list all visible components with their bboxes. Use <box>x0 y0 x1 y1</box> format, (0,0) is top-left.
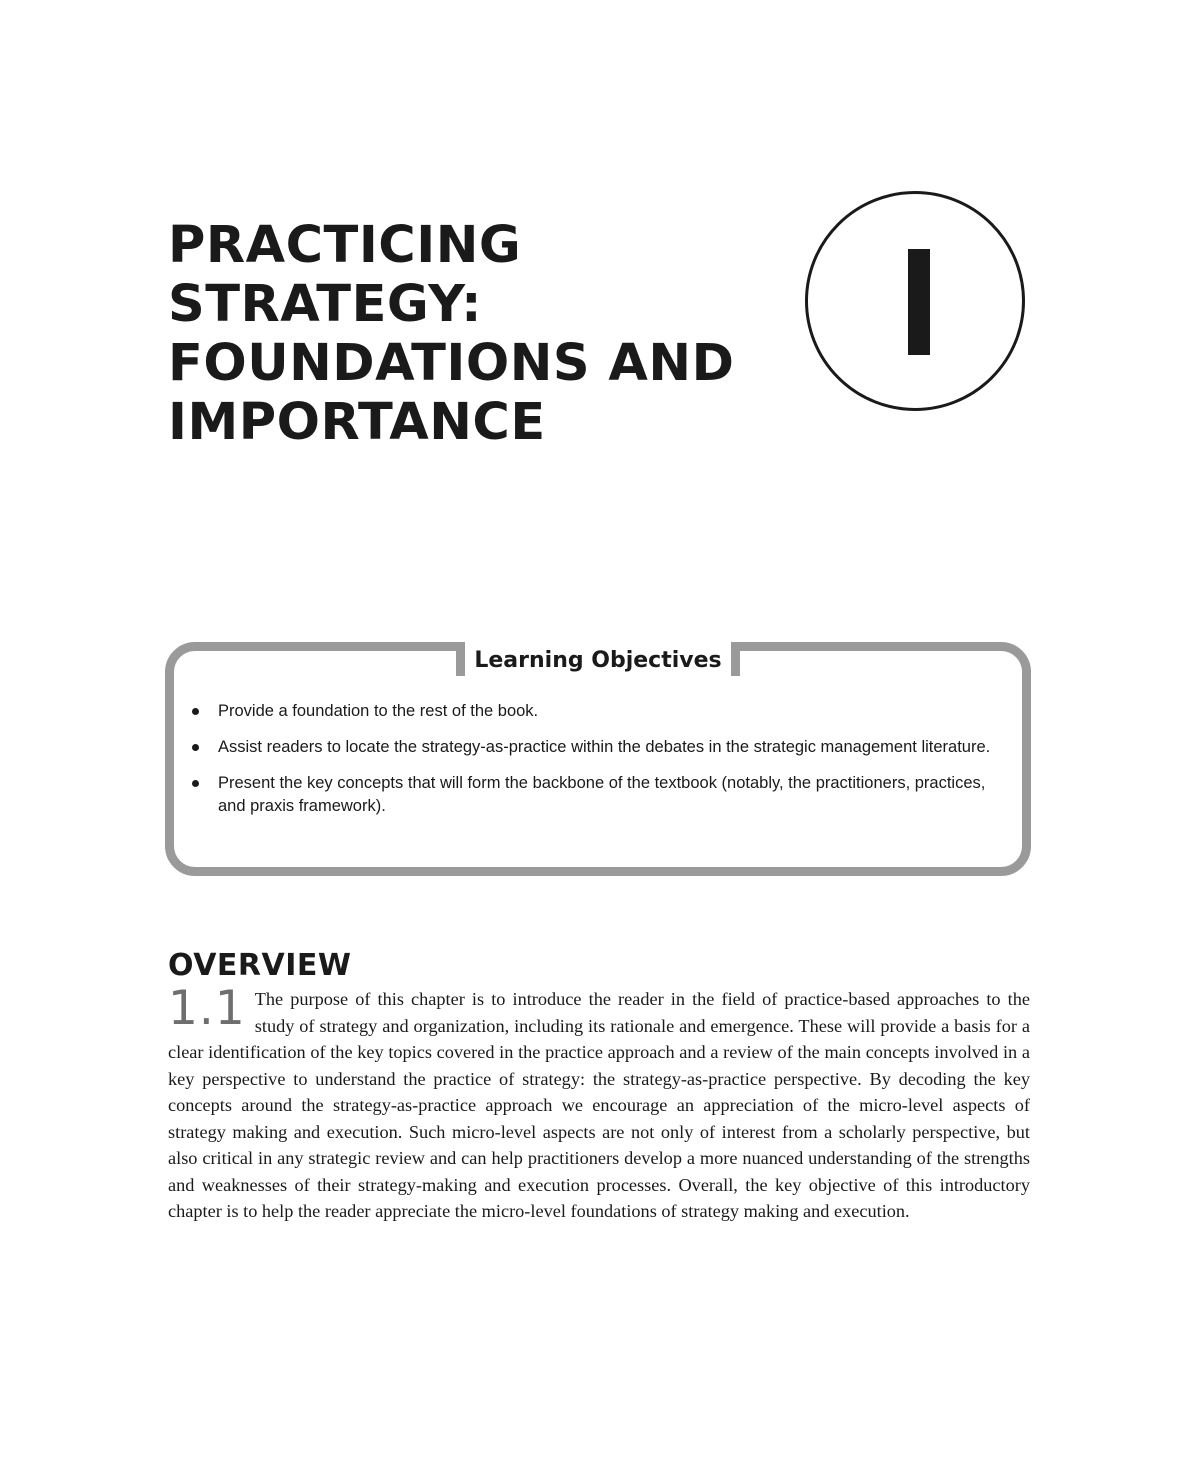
chapter-number-badge <box>805 191 1025 411</box>
bullet-icon <box>192 744 199 751</box>
chapter-title-line: STRATEGY: <box>168 275 483 335</box>
chapter-title-line: IMPORTANCE <box>168 393 546 453</box>
bullet-icon <box>192 780 199 787</box>
overview-paragraph <box>168 981 1030 1225</box>
paragraph-number: 1.1 <box>168 981 246 1036</box>
learning-objectives-list <box>190 700 1010 831</box>
objective-text: Provide a foundation to the rest of the book. <box>218 702 539 720</box>
objective-text: Present the key concepts that will form the backbone of the textbook (notably, the practitioners, practices, and praxis framework). <box>218 774 986 815</box>
chapter-title-line: PRACTICING <box>168 216 522 276</box>
objective-item <box>190 772 1010 818</box>
objective-item <box>190 700 1010 723</box>
chapter-title <box>168 216 788 452</box>
overview-heading: OVERVIEW <box>168 947 352 983</box>
objective-item <box>190 736 1010 759</box>
objective-text: Assist readers to locate the strategy-as-practice within the debates in the strategic management literature. <box>218 738 991 756</box>
chapter-title-line: FOUNDATIONS AND <box>168 334 735 394</box>
bullet-icon <box>192 708 199 715</box>
learning-objectives-title: Learning Objectives <box>474 648 722 673</box>
chapter-numeral-i <box>908 249 930 355</box>
paragraph-text: The purpose of this chapter is to introduce the reader in the field of practice-based approaches to the study of strategy and organization, including its rationale and emergence. These will provide a basis for a clear identification of the key topics covered in the practice approach and a review of the main concepts involved in a key perspective to understand the practice of strategy: the strategy-as-practice perspective. By decoding the key concepts around the strategy-as-practice approach we encourage an appreciation of the micro-level aspects of strategy making and execution. Such micro-level aspects are not only of interest from a scholarly perspective, but also critical in any strategic review and can help practitioners develop a more nuanced understanding of the strengths and weaknesses of their strategy-making and execution processes. Overall, the key objective of this introductory chapter is to help the reader appreciate the micro-level foundations of strategy making and execution. <box>168 989 1030 1221</box>
